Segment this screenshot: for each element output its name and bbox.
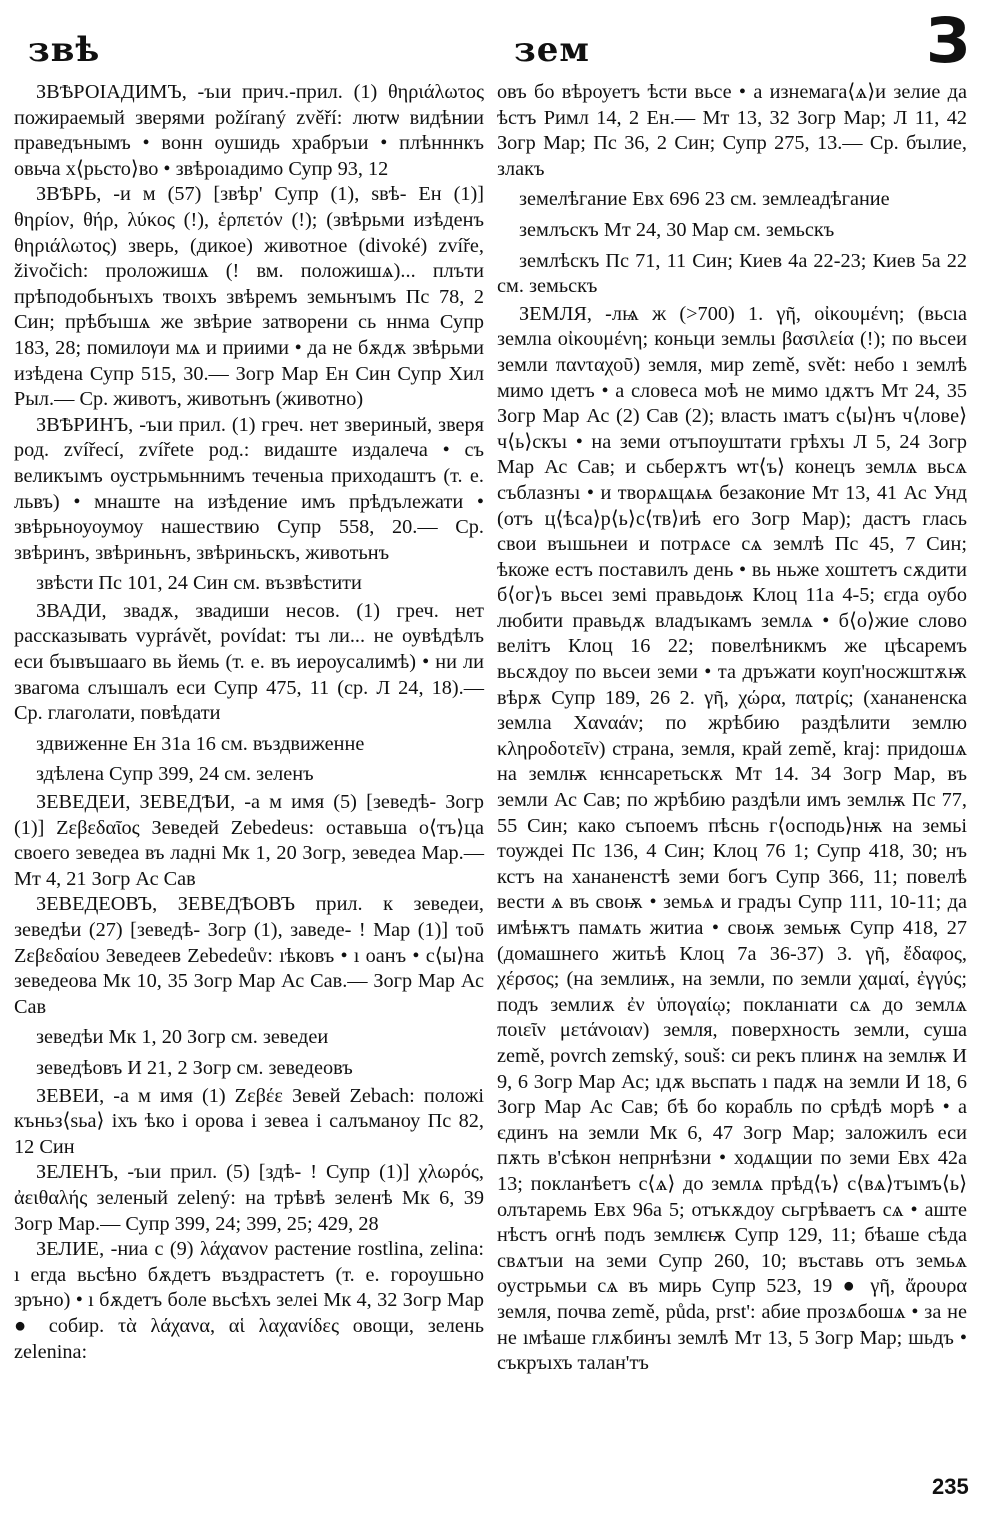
cross-reference-entry: зеведѣовъ И 21, 2 Зогр см. зеведеовъ (36, 1056, 353, 1079)
dictionary-entry: ЗЕМЛЯ, -лѩ ж (>700) 1. γῆ, οἰκουμένη; (вьсıа землıа οἰκουμένη; коньци земльı βασιλεία (!); по вьсеи земли πανταχοῦ) земля, мир země, svět: небо ı землѣ мимо ıдетъ • а словеса моѣ не мимо ıдѫтъ Мт 24, 35 Зогр Мар Ас (2) Сав (2); власть ıматъ с⟨ы⟩нъ ч⟨лове⟩ч⟨ь⟩скъı • на земи отъпоуштати грѣхъı Л 5, 24 Зогр Мар Ас Сав; и сьберѫтъ ѡт⟨ъ⟩ конецъ землѧ вьсѧ съблазнъı • и творѧщѧѩ безаконие Мт 13, 41 Ас Унд (отъ ц⟨ѣса⟩р⟨ь⟩с⟨тв⟩иѣ его Зогр Мар); дастъ глась свои въıшьнеи и потрѧсе сѧ землѣ Пс 45, 7 Син; ѣкоже естъ поставилъ день • вь ньже хоштетъ сѫдити б⟨ог⟩ъ вьсеı земі правьдоѭ Клоц 11а 4-5; єгда оубо любити правьдѫ владъıкамъ землѧ • б⟨о⟩жие слово велітъ Клоц 16 22; повелѣникмъ же цѣсаремъ вьсѫдоу по вьсеи земи • та дръжати коуп'носжштѫѭ вѣрѫ Супр 189, 26 2. γῆ, χώρα, πατρίς; (хананенска землıа Χαναάν; по жрѣбию раздѣлити землю κληροδοτεῖν) страна, земля, край země, kraj: придошѧ на землѭ ѥннсаретьскѫ Мт 14. 34 Зогр Мар, въ земли Ас Сав; по жрѣбию раздѣли имъ землѭ Пс 77, 55 Син; како съпоемъ пѣснь г⟨осподь⟩нѭ на земьі тоуждеі Пс 136, 4 Син; Клоц 76 1; Супр 418, 30; нъ кстъ на хананенстѣ земи богъ Супр 366, 11; повелѣ вести ѧ въ своѭ • земьѧ и градъı Супр 111, 10-11; да имѣѭтъ памѧть житиа • своѭ земьѭ Супр 418, 27 (домашнего житьѣ Клоц 7а 36-37) 3. γῆ, ἔδαφος, χέρσος; (на землиѭ, на земли, по земли χαμαί, ἐγγύς; подъ землиѫ ἐν ὑπογαίῳ; покланıати сѧ до землѧ ποιεῖν μετάνοιαν) земля, поверхность земли, суша země, povrch zemský, souš: си рекъ плинѫ на землѭ И 9, 6 Зогр Мар Ас; ıдѫ вьспать ı падѫ на земли И 18, 6 Зогр Мар Ас Сав; бѣ бо корабль по срѣдѣ морѣ • а єдинъ на земли Мк 6, 47 Зогр Мар; заложилъ еси пѫть в'сѣкон непрнѣзни • ходѧщии по земи Евх 42а 13; покланѣетъ с⟨ѧ⟩ до землѧ прѣд⟨ъ⟩ с⟨вѧ⟩тъıмъ⟨ь⟩ олътаремь Евх 96а 5; отъкѫдоу сьгрѣваетъ сѧ • аште нѣстъ огнѣ подъ землѥѭ Супр 129, 11; бѣаше сѣда свѧтъıи на земи Супр 260, 10; въставь отъ земьѧ оустрьмьи сѧ въ мирь Супр 523, 19 ● γῆ, ἄρουρα земля, почва země, půda, prst': абие прозѧбошѧ • за не не ıмѣаше глѫбинъı землѣ Мт 13, 5 Зогр Мар; шьдъ • съкръıхъ талан'тъ (497, 302, 967, 1375)
cross-reference-entry: зеведѣи Мк 1, 20 Зогр см. зеведеи (36, 1026, 329, 1049)
dictionary-entry: ЗЕВЕИ, -а м имя (1) Ζεβέε Зевей Zebach: положі къньз⟨ѕьа⟩ іхъ ѣко і орова і зевеа і салъманоу Пс 82, 12 Син (14, 1084, 484, 1158)
cross-reference-entry: здѣлена Супр 399, 24 см. зеленъ (36, 763, 314, 786)
dictionary-entry: ЗЕВЕДЕОВЪ, ЗЕВЕДѢОВЪ прил. к зеведеи, зеведѣи (27) [зеведѣ- Зогр (1), заведе- ! Мар (1)] τοῦ Ζεβεδαίου Зеведеев Zebedeův: ıѣковъ • ı оанъ • с⟨ы⟩на зеведеова Мк 10, 35 Зогр Мар Ас Сав.— Зогр Мар Ас Сав (14, 893, 484, 1018)
cross-reference-entry: землѣскъ Пс 71, 11 Син; Киев 4а 22-23; Киев 5а 22 см. земьскъ (497, 249, 967, 298)
cross-reference-entry: землъскъ Мт 24, 30 Мар см. земьскъ (519, 218, 835, 241)
dictionary-entry: ЗВАДИ, звадѫ, звадиши несов. (1) греч. нет рассказывать vyprávět, povídat: тъı ли... не оувѣдѣлъ еси бъıвъшааго вь йемь (т. е. въ иероусалимѣ) • ни ли звагома слъıшалъ еси Супр 475, 11 (ср. Л 24, 18).— Ср. глаголати, повѣдати (14, 599, 484, 725)
running-head-left: звѣ (28, 30, 101, 70)
page-number: 235 (932, 1474, 969, 1499)
dictionary-entry: ЗВѢРИНЪ, -ъıи прил. (1) греч. нет звериный, зверя род. zvířecí, zvířete род.: видаште издалеча • съ великъıмъ оустрьмьннимъ теченьıа приходаштъ (т. е. львъ) • мнаште на изѣдение имъ прѣдълежати • звѣрьноуоумоу нашествию Супр 558, 20.— Ср. звѣринъ, звѣриньнъ, звѣриньскъ, животьнъ (14, 413, 484, 564)
section-letter: З (926, 4, 971, 77)
running-head-center: зем (514, 30, 590, 70)
cross-reference-entry: звѣсти Пс 101, 24 Син см. възвѣстити (36, 572, 362, 595)
dictionary-entry: ЗЕЛЕНЪ, -ъıи прил. (5) [здѣ- ! Супр (1)] χλωρός, ἀειθαλής зеленый zelený: на трѣвѣ зеленѣ Мк 6, 39 Зогр Мар.— Супр 399, 24; 399, 25; 429, 28 (14, 1161, 484, 1235)
left-column (14, 80, 484, 1365)
dictionary-entry: ЗЕВЕДЕИ, ЗЕВЕДѢИ, -а м имя (5) [зеведѣ- Зогр (1)] Ζεβεδαῖος Зеведей Zebedeus: оставьша о⟨тъ⟩ца своего зеведеа въ ладні Мк 1, 20 Зогр, зеведеа Мар.— Мт 4, 21 Зогр Ас Сав (14, 791, 484, 890)
dictionary-entry: ЗВѢРЬ, -и м (57) [звѣр' Супр (1), ѕвѣ- Ен (1)] θηρίον, θήρ, λύκος (!), ἑρπετόν (!); (звѣрьми изѣденъ θηριάλωτος) зверь, (дикое) животное (divoké) zvíře, živočich: проложишѧ (! вм. положишѧ)... плъти прѣподобьнъıхъ твоıхъ звѣремъ земьнъıмъ Пс 78, 2 Син; прѣбъıшѧ же звѣрие затворени сь ннма Супр 183, 28; помилѹи мѧ и приими • да не бѫдѫ звѣрьми изѣдена Супр 515, 30.— Зогр Мар Ен Син Супр Хил Рыл.— Ср. животъ, животьнъ (животно) (14, 183, 484, 411)
right-column (497, 80, 967, 1377)
cross-reference-entry: здвиженне Ен 31а 16 см. въздвиженне (36, 732, 365, 755)
dictionary-entry-continued: овъ бо вѣроуетъ ѣсти вьсе • а изнемага⟨ѧ⟩и зелие да ѣстъ Римл 14, 2 Ен.— Мт 13, 32 Зогр Мар; Л 11, 42 Зогр Мар; Пс 36, 2 Син; Супр 275, 13.— Ср. бъıлие, злакъ (497, 81, 967, 180)
dictionary-entry: ЗВѢРОІАДИМЪ, -ъıи прич.-прил. (1) θηριάλωτος пожираемый зверями požíraný zvěří: лютѡ видѣнии праведънымъ • вонн оушидь храбръıи • плѣнннкъ овьча х⟨рьсто⟩во • звѣроıадимо Супр 93, 12 (14, 81, 484, 180)
dictionary-entry: ЗЕЛИЕ, -ниа с (9) λάχανον растение rostlina, zelina: ı егда вьсѣно бѫдетъ въздрастетъ (т. е. гороушьно зръно) • ı бѫдетъ боле вьсѣхъ зелеі Мк 4, 32 Зогр Мар ● собир. τὰ λάχανα, αἱ λαχανίδες овощи, зелень zelenina: (14, 1238, 484, 1363)
cross-reference-entry: земелѣгание Евх 696 23 см. землеадѣгание (519, 188, 890, 211)
